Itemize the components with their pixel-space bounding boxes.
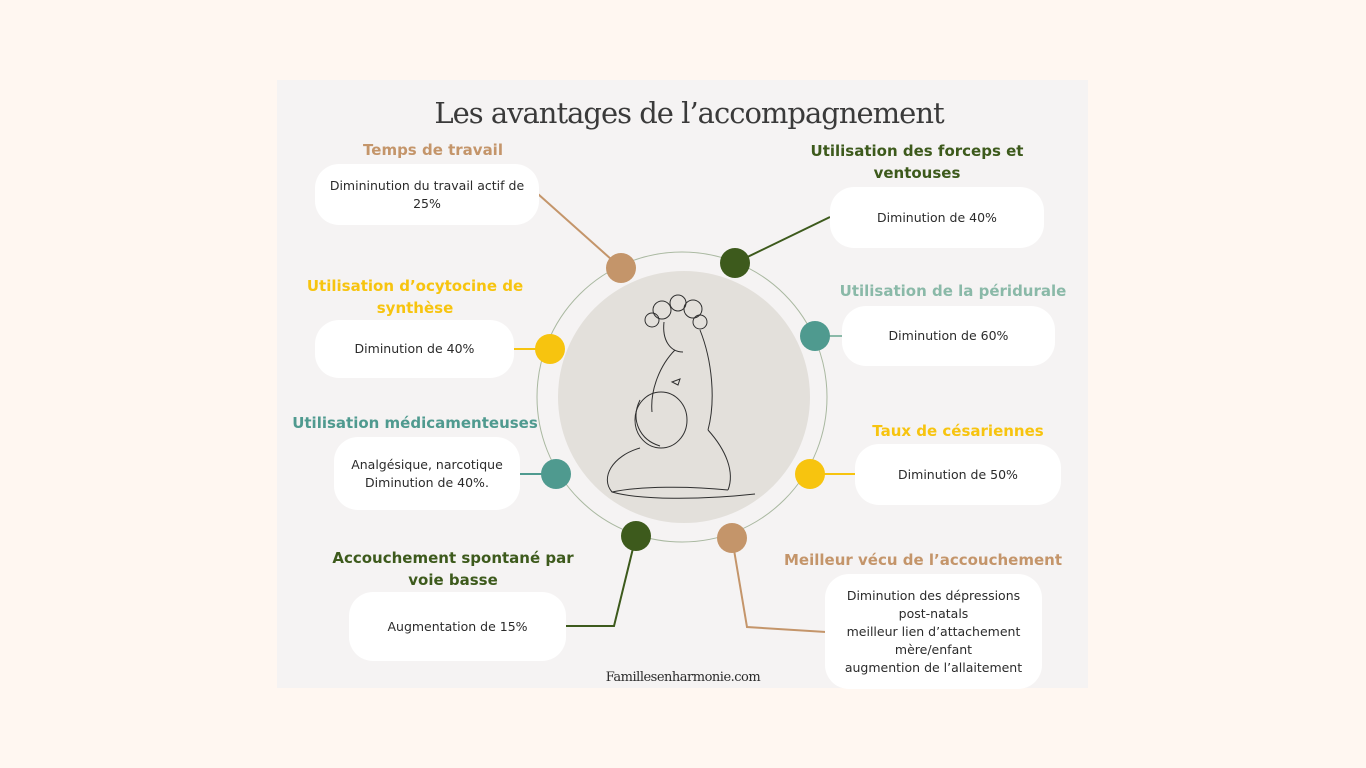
heading-ocytocine [293,275,537,319]
info-text-line: Diminution de 60% [888,328,1009,343]
heading-line: Utilisation des forceps et [810,142,1024,160]
info-pill-cesariennes [855,444,1061,505]
connector-line-2 [735,217,830,263]
info-text-line: Analgésique, narcotique [351,456,503,472]
info-text-line: mère/enfant [894,641,973,657]
node-dot-forceps [720,248,750,278]
heading-line: voie basse [408,571,498,589]
node-dot-peridurale [800,321,830,351]
info-pill-forceps [830,187,1044,248]
info-text-line: augmention de l’allaitement [844,659,1023,675]
info-pill-meilleur-vecu [825,574,1042,689]
info-text-line: Diminution de 40% [877,209,997,225]
page-title: Les avantages de l’accompagnement [434,96,944,130]
heading-forceps [786,140,1048,184]
footer-website: Famillesenharmonie.com [605,670,761,685]
info-text-line: Diminution des dépressions [846,587,1021,603]
heading-peridurale: Utilisation de la péridurale [839,282,1067,300]
info-pill-peridurale [842,306,1055,366]
node-dot-medicamenteuses [541,459,571,489]
heading-cesariennes: Taux de césariennes [872,422,1044,440]
node-dot-ocytocine [535,334,565,364]
info-text-line: 25% [413,195,441,211]
info-text-line: Diminution de 50% [898,466,1018,482]
info-text-line: Diminution de 40%. [365,474,489,490]
heading-line: synthèse [376,299,454,317]
node-dot-temps-de-travail [606,253,636,283]
node-dot-cesariennes [795,459,825,489]
info-text-line: post-natals [898,605,969,621]
info-text-line: meilleur lien d’attachement [846,623,1021,639]
info-text-line: Augmentation de 15% [387,618,528,634]
heading-meilleur-vecu: Meilleur vécu de l’accouchement [784,551,1062,569]
info-pill-accouchement-spontane [349,592,566,661]
connector-line-1 [538,194,621,268]
heading-line: Accouchement spontané par [332,549,574,567]
heading-line: Utilisation d’ocytocine de [306,277,524,295]
info-pill-temps-de-travail [315,164,539,225]
node-dot-accouchement-spontane [621,521,651,551]
info-text-line: Diminution de 40% [354,341,475,356]
heading-line: ventouses [873,164,961,182]
node-dot-meilleur-vecu [717,523,747,553]
info-text-line: Dimininution du travail actif de [329,177,525,193]
heading-temps-de-travail: Temps de travail [363,141,503,159]
info-pill-ocytocine [315,320,514,378]
info-pill-medicamenteuses [334,437,520,510]
heading-accouchement-spontane [323,547,583,591]
heading-medicamenteuses: Utilisation médicamenteuses [292,414,538,432]
